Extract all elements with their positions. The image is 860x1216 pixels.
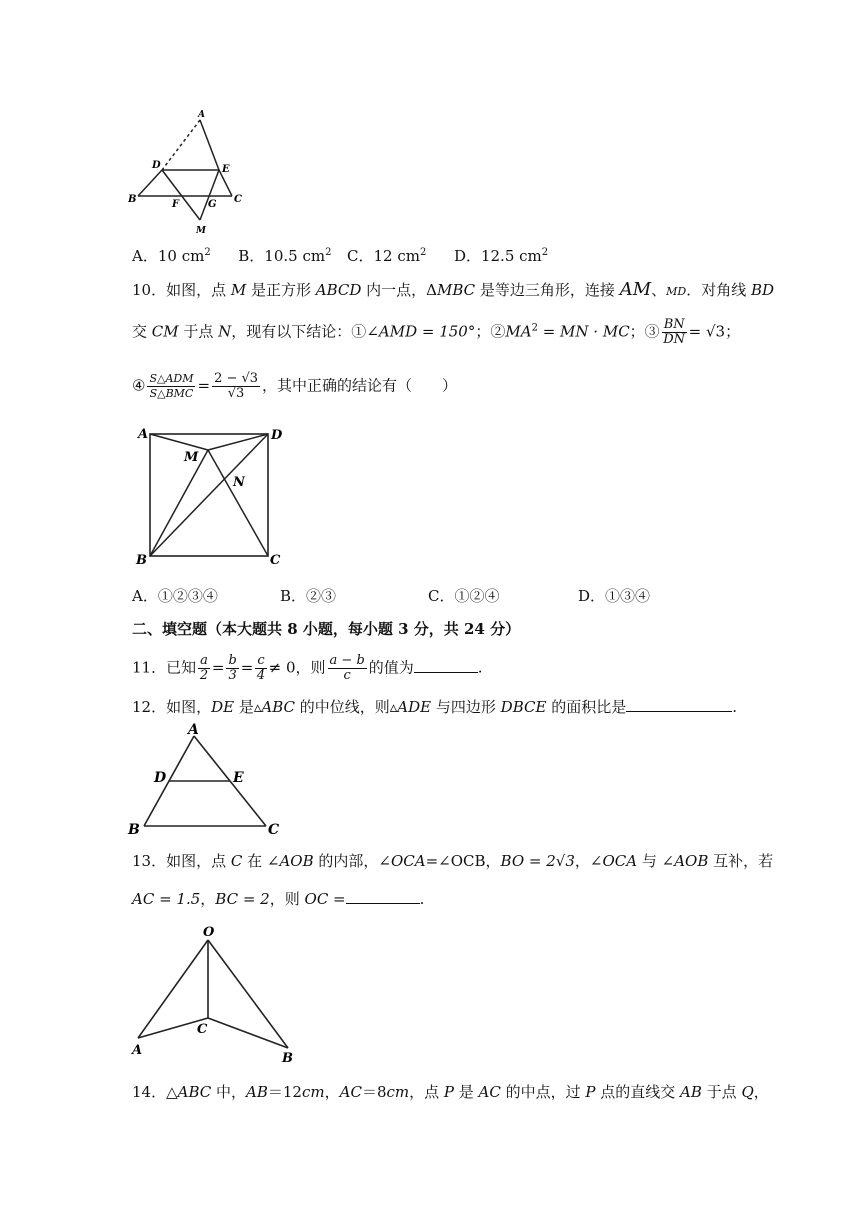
q10-line-am (150, 434, 208, 450)
q9-option-d[interactable]: D．12.5 $cm^2$ (453, 247, 549, 265)
q10-label-c: C (270, 553, 281, 568)
q12-label-e: E (233, 770, 244, 786)
q9-figure (128, 108, 248, 238)
q12-text: 12．如图，DE 是▵ABC 的中位线，则▵ADE 与四边形 DBCE 的面积比是 . (132, 698, 737, 716)
q10-option-a[interactable]: A．①②③④ (132, 587, 218, 605)
q9-option-b[interactable]: B．10.5 $cm^2$ (238, 247, 332, 265)
q12-label-d: D (154, 770, 167, 786)
q9-label-d: D (152, 160, 161, 171)
q13-label-c: C (197, 1022, 208, 1037)
section-title: 二、填空题（本大题共 8 小题，每小题 3 分，共 24 分） (132, 620, 521, 638)
q10-label-a: A (138, 427, 149, 442)
q13-line1: 13．如图，点 C 在 ∠AOB 的内部，∠OCA=∠OCB，BO = 2√3，∠OCA 与 ∠AOB 互补，若 (132, 852, 774, 870)
q13-answer-blank[interactable] (346, 903, 420, 904)
q11-answer-blank[interactable] (414, 672, 478, 673)
q9-label-a: A (198, 110, 205, 120)
q12-figure (126, 720, 296, 840)
q12-label-a: A (188, 722, 199, 738)
q10-label-n: N (233, 475, 245, 490)
q10-label-b: B (136, 553, 147, 568)
q9-label-f: F (172, 199, 180, 210)
q12-label-b: B (128, 822, 140, 838)
q10-option-b[interactable]: B．②③ (280, 587, 337, 605)
q10-option-c[interactable]: C．①②④ (428, 587, 500, 605)
q10-option-d[interactable]: D．①③④ (578, 587, 651, 605)
q13-label-o: O (203, 925, 215, 940)
q10-line-dm (208, 434, 268, 450)
q12-answer-blank[interactable] (626, 711, 732, 712)
q13-label-b: B (282, 1051, 293, 1064)
q13-label-a: A (132, 1043, 143, 1058)
q9-label-c: C (234, 194, 242, 205)
q9-options (132, 246, 548, 266)
q9-line-dm (162, 170, 200, 220)
q12-label-c: C (268, 822, 280, 838)
q9-line-em (200, 170, 219, 220)
q9-line-ad (162, 120, 200, 170)
q10-frac-bn-dn: $\frac{BN}{DN}$ (663, 317, 686, 347)
q9-label-g: G (208, 199, 217, 210)
q9-option-a[interactable]: A．10 $cm^2$ (132, 247, 211, 265)
q9-label-e: E (222, 164, 230, 175)
q10-label-d: D (271, 428, 283, 443)
q10-frac-value: $\frac{2 - √3}{√3}$ (214, 371, 259, 401)
q10-line2: 交 CM 于点 N，现有以下结论：①∠AMD = 150°；$②MA^2$ = MN · MC；③ $\frac{BN}{DN}$ = √3； (132, 317, 741, 347)
q10-line1: 10．如图，点 M 是正方形 ABCD 内一点，ΔMBC 是等边三角形，连接 AM、MD．对角线 BD (132, 279, 775, 300)
q10-frac-area: $\frac{\text{S△ADM}}{\text{S△BMC}}$ (149, 372, 194, 400)
q10-line3: ④ $\frac{\text{S△ADM}}{\text{S△BMC}}$ = $\frac{2 - √3}{√3}$ ，其中正确的结论有（ ） (132, 371, 458, 401)
q11-text: 11．已知 $\frac{a}{2}$ = $\frac{b}{3}$ = $\frac{c}{4}$ ≠ 0，则 $\frac{a - b}{c}$ 的值为 . (132, 653, 483, 683)
q9-option-c[interactable]: C．12 $cm^2$ (347, 247, 427, 265)
q13-line-ob (208, 940, 288, 1048)
q9-line-bd (138, 170, 162, 196)
q13-line2: AC = 1.5，BC = 2，则 OC = . (132, 890, 425, 908)
q9-label-b: B (128, 194, 137, 205)
q9-label-m: M (196, 226, 206, 236)
q14-text: 14．△ABC 中，AB＝12cm，AC＝8cm，点 P 是 AC 的中点，过 P 点的直线交 AB 于点 Q， (132, 1083, 769, 1101)
q9-line-ae (200, 120, 219, 170)
q10-figure (132, 424, 292, 570)
q10-label-m: M (184, 450, 199, 465)
q10-line-bm (150, 450, 208, 556)
q13-figure (128, 920, 308, 1064)
